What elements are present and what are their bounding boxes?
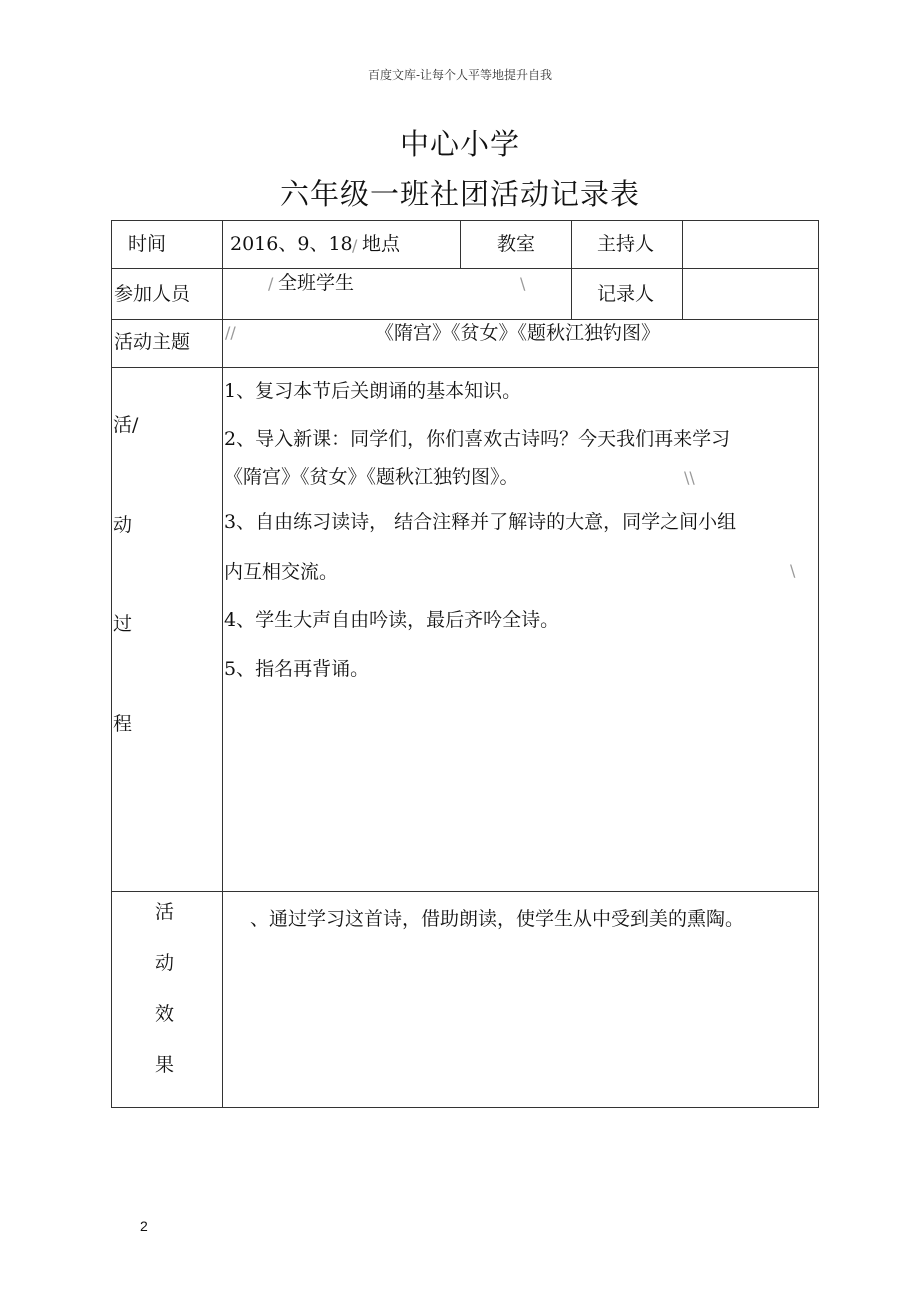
pen-stroke-mark: \: [520, 274, 526, 293]
effect-label-char: 动: [155, 952, 175, 974]
table-border: [112, 221, 819, 1108]
participants-value: 全班学生: [278, 272, 355, 294]
host-label: 主持人: [597, 233, 655, 255]
effect-label-char: 活: [155, 901, 175, 923]
process-line: 5、指名再背诵。: [224, 658, 370, 680]
process-line: 2、导入新课：同学们，你们喜欢古诗吗？今天我们再来学习: [224, 428, 731, 450]
place-label: 地点: [362, 233, 401, 255]
process-line: 3、自由练习读诗， 结合注释并了解诗的大意，同学之间小组: [224, 511, 737, 533]
participants-label: 参加人员: [114, 283, 191, 305]
process-label-char: 过: [113, 613, 133, 635]
process-line: 《隋宫》《贫女》《题秋江独钓图》。: [224, 466, 519, 488]
process-label-char: 动: [113, 514, 133, 536]
effect-label-char: 果: [155, 1054, 175, 1076]
process-label-char: 活/: [113, 414, 139, 436]
place-value: 教室: [497, 233, 536, 255]
time-value: 2016、9、18: [230, 233, 353, 255]
theme-value: 《隋宫》《贫女》《题秋江独钓图》: [375, 322, 661, 344]
page-number: 2: [140, 1218, 148, 1234]
pen-stroke-mark: \: [790, 561, 796, 580]
pen-stroke-mark: /: [352, 236, 358, 255]
effect-label-char: 效: [155, 1003, 175, 1025]
process-line: 1、复习本节后关朗诵的基本知识。: [224, 380, 522, 402]
header-note: 百度文库-让每个人平等地提升自我: [367, 68, 553, 82]
pen-stroke-mark: /: [268, 274, 274, 293]
process-line: 4、学生大声自由吟读，最后齐吟全诗。: [224, 609, 560, 631]
pen-stroke-mark: //: [225, 323, 236, 342]
process-line: 内互相交流。: [224, 561, 339, 583]
effect-text: 、通过学习这首诗，借助朗读，使学生从中受到美的熏陶。: [250, 908, 745, 930]
school-title: 中心小学: [399, 127, 520, 161]
recorder-label: 记录人: [597, 283, 655, 305]
form-title: 六年级一班社团活动记录表: [279, 177, 640, 211]
pen-stroke-mark: \\: [684, 468, 695, 487]
theme-label: 活动主题: [114, 331, 191, 353]
process-label-char: 程: [113, 713, 133, 735]
time-label: 时间: [128, 233, 167, 255]
